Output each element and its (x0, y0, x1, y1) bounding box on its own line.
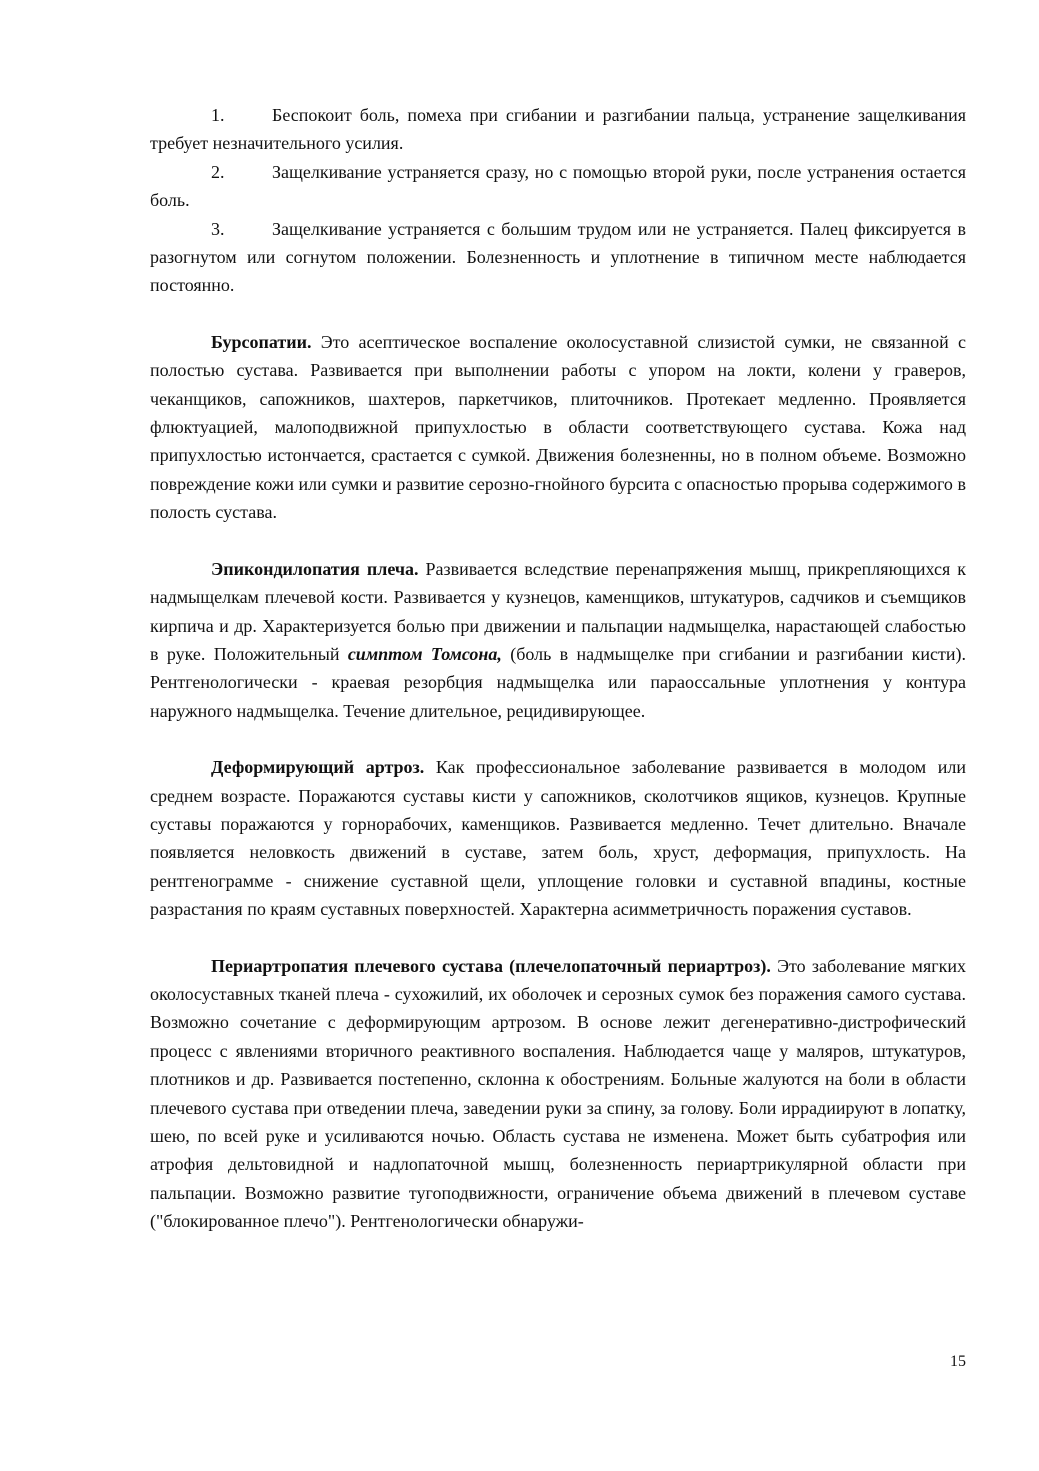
list-item-number: 1. (211, 105, 225, 125)
epicondylopathy-text-continued: (боль в надмыщелке при сгибании и разгибании кисти). Рентгенологически - краевая резорбция надмыщелка или параоссальные уплотнения у контура наружного надмыщелка. Течение длительное, рецидивирующее. (150, 643, 966, 721)
periarthropathy-text: Это заболевание мягких околосуставных тканей плеча - сухожилий, их оболочек и серозных сумок без поражения самого сустава. Возможно сочетание с деформирующим артрозом. В основе лежит дегенеративно-дистрофический процесс с явлениями вторичного реактивного воспаления. Наблюдается чаще у маляров, штукатуров, плотников и др. Развивается постепенно, склонна к обострениям. Больные жалуются на боли в области плечевого сустава при отведении плеча, заведении руки за спину, за голову. Боли иррадиируют в лопатку, шею, по всей руке и усиливаются ночью. Область сустава не изменена. Может быть субатрофия или атрофия дельтовидной и надлопаточной мышц, болезненность периартрикулярной области при пальпации. Возможно развитие тугоподвижности, ограничение объема движений в плечевом суставе ("блокированное плечо"). Рентгенологически обнаружи- (150, 955, 966, 1232)
bursopathy-heading: Бурсопатии. (211, 331, 312, 352)
list-item (150, 215, 966, 300)
bursopathy-paragraph (150, 328, 966, 527)
periarthropathy-heading: Периартропатия плечевого сустава (плечелопаточный периартроз). (211, 955, 771, 976)
document-body (150, 101, 966, 1236)
page-number: 15 (950, 1353, 966, 1370)
list-item-number: 3. (211, 218, 225, 239)
list-item-text: Защелкивание устраняется сразу, но с помощью второй руки, после устранения остается боль. (150, 161, 966, 211)
epicondylopathy-heading: Эпикондилопатия плеча. (211, 558, 419, 579)
list-item (150, 158, 966, 215)
arthrosis-text: Как профессиональное заболевание развивается в молодом или среднем возрасте. Поражаются суставы кисти у сапожников, сколотчиков ящиков, кузнецов. Крупные суставы поражаются у горнорабочих, каменщиков. Развивается медленно. Течет длительно. Вначале появляется неловкость движений в суставе, затем боль, хруст, деформация, припухлость. На рентгенограмме - снижение суставной щели, уплощение головки и суставной впадины, костные разрастания по краям суставных поверхностей. Характерна асимметричность поражения суставов. (150, 757, 966, 920)
arthrosis-heading: Деформирующий артроз. (211, 757, 425, 778)
periarthropathy-paragraph (150, 952, 966, 1236)
list-item-text: Беспокоит боль, помеха при сгибании и разгибании пальца, устранение защелкивания требует незначительного усилия. (150, 105, 966, 154)
list-item-number: 2. (211, 161, 225, 182)
thomson-symptom-emphasis: симптом Томсона, (347, 643, 502, 664)
epicondylopathy-text: Развивается вследствие перенапряжения мышц, прикрепляющихся к надмыщелкам плечевой кости. Развивается у кузнецов, каменщиков, штукатуров, садчиков и съемщиков кирпича и др. Характеризуется болью при движении и пальпации надмыщелка, нарастающей слабостью в руке. Положительный (150, 558, 966, 664)
arthrosis-paragraph (150, 753, 966, 923)
list-item (150, 101, 966, 158)
list-item-text: Защелкивание устраняется с большим трудом или не устраняется. Палец фиксируется в разогнутом или согнутом положении. Болезненность и уплотнение в типичном месте наблюдается постоянно. (150, 218, 966, 296)
epicondylopathy-paragraph (150, 555, 966, 725)
bursopathy-text: Это асептическое воспаление околосуставной слизистой сумки, не связанной с полостью сустава. Развивается при выполнении работы с упором на локти, колени у граверов, чеканщиков, сапожников, шахтеров, паркетчиков, плиточников. Протекает медленно. Проявляется флюктуацией, малоподвижной припухлостью в области соответствующего сустава. Кожа над припухлостью истончается, срастается с сумкой. Движения болезненны, но в полном объеме. Возможно повреждение кожи или сумки и развитие серозно-гнойного бурсита с опасностью прорыва содержимого в полость сустава. (150, 331, 966, 523)
